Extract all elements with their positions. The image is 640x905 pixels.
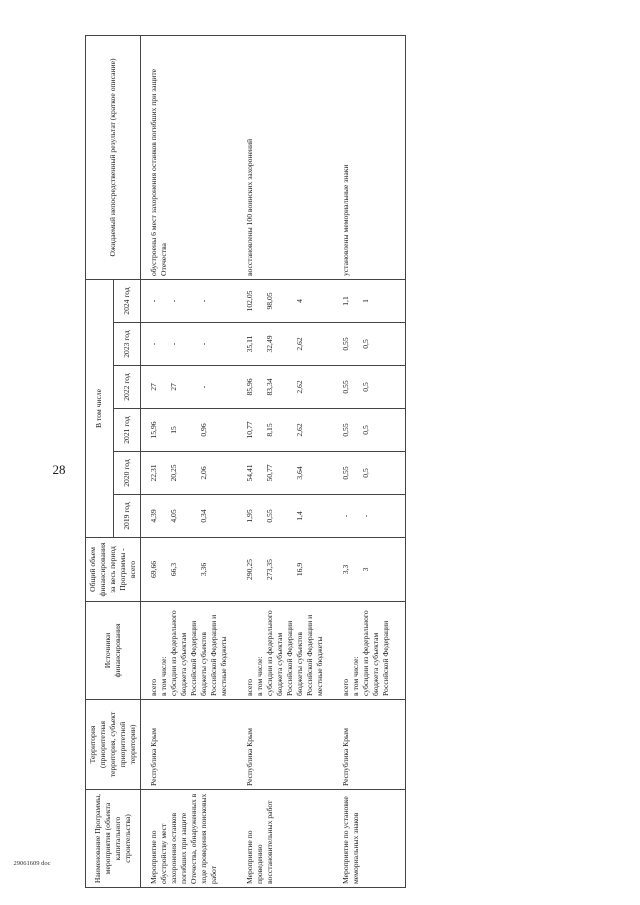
total-value: 3,3 <box>341 564 351 575</box>
year-value <box>159 412 169 448</box>
year-value <box>351 498 361 534</box>
sources-cell <box>243 602 339 700</box>
source-label: субсидии из федерального бюджета субъектам Российской Федерации <box>265 610 295 696</box>
header-year: 2022 год <box>113 366 141 409</box>
year-value: - <box>149 342 159 346</box>
page-number: 28 <box>52 462 66 477</box>
territory-cell: Республика Крым <box>243 700 339 790</box>
year-value: 22,31 <box>149 464 159 482</box>
total-value: 290,25 <box>245 559 255 580</box>
year-value <box>255 283 265 319</box>
year-value <box>255 498 265 534</box>
year-value: 1,4 <box>295 511 305 521</box>
year-value <box>159 283 169 319</box>
header-territory: Территория (приоритетная территория, субъект приоритетной территории) <box>86 700 141 790</box>
year-value: 20,25 <box>169 464 179 482</box>
total-cell <box>339 538 406 602</box>
year-value <box>255 455 265 491</box>
year-value-cell <box>141 323 244 366</box>
total-value <box>351 541 361 598</box>
year-value: - <box>199 299 209 303</box>
measure-name: Мероприятие по обустройству мест захоронения останков погибших при защите Отечества, обнаруженных в ходе проведения поисковых работ <box>141 790 244 888</box>
year-value: - <box>149 299 159 303</box>
year-value-cell <box>339 279 406 322</box>
year-value: 1,95 <box>245 509 255 523</box>
table-row <box>141 35 244 887</box>
header-total: Общий объем финансирования за весь период Программы - всего <box>86 538 141 602</box>
source-label: всего <box>341 678 351 696</box>
total-value: 3,36 <box>199 562 209 577</box>
year-value <box>351 369 361 405</box>
year-value: 0,55 <box>341 337 351 351</box>
total-value: 273,35 <box>265 559 275 580</box>
year-value <box>255 369 265 405</box>
row-spacer <box>391 605 403 696</box>
year-value: - <box>341 514 351 518</box>
year-value: 0,34 <box>199 509 209 523</box>
year-value: 10,77 <box>245 421 255 439</box>
year-value-cell <box>243 495 339 538</box>
source-label: всего <box>149 678 159 696</box>
year-value: 27 <box>149 383 159 391</box>
source-label: в том числе: <box>351 656 361 696</box>
year-value: - <box>361 514 371 518</box>
year-value: 1,1 <box>341 296 351 306</box>
sources-cell <box>339 602 406 700</box>
year-value <box>255 412 265 448</box>
year-value: 0,55 <box>341 466 351 480</box>
year-value: 27 <box>169 383 179 391</box>
year-value: 0,55 <box>265 509 275 523</box>
territory-cell: Республика Крым <box>141 700 244 790</box>
expected-result: восстановлены 100 воинских захоронений <box>243 35 339 279</box>
year-value: 4 <box>295 299 305 303</box>
source-label: в том числе: <box>159 656 169 696</box>
year-value <box>159 498 169 534</box>
source-label: субсидии из федерального бюджета субъектам Российской Федерации <box>169 610 199 696</box>
year-value: 2,06 <box>199 466 209 480</box>
year-value <box>255 326 265 362</box>
year-value <box>351 412 361 448</box>
year-value: 3,64 <box>295 466 305 480</box>
header-year: 2021 год <box>113 409 141 452</box>
year-value-cell <box>339 323 406 366</box>
sources-cell <box>141 602 244 700</box>
year-value: 54,41 <box>245 464 255 482</box>
row-spacer <box>229 605 241 696</box>
measure-name: Мероприятие по установке мемориальных знаков <box>339 790 406 888</box>
expected-result: обустроены 6 мест захоронения останков погибших при защите Отечества <box>141 35 244 279</box>
total-value: 3 <box>361 567 371 572</box>
year-value: 102,05 <box>245 290 255 312</box>
year-value-cell <box>141 279 244 322</box>
year-value: 15,96 <box>149 421 159 439</box>
year-value: 0,55 <box>341 423 351 437</box>
year-value-cell <box>141 495 244 538</box>
total-value <box>159 541 169 598</box>
header-in-that-number: В том числе <box>86 279 114 537</box>
year-value-cell <box>339 366 406 409</box>
table-row <box>339 35 406 887</box>
total-cell <box>243 538 339 602</box>
source-label: бюджеты субъектов Российской Федерации и местные бюджеты <box>199 614 229 696</box>
header-year: 2023 год <box>113 323 141 366</box>
header-result: Ожидаемый непосредственный результат (краткое описание) <box>86 35 141 279</box>
header-name: Наименование Программы, мероприятия (объекта капитального строительства) <box>86 790 141 888</box>
measure-name: Мероприятие по проведению восстановительных работ <box>243 790 339 888</box>
source-label: субсидии из федерального бюджета субъектам Российской Федерации <box>361 610 391 696</box>
expected-result: установлены мемориальные знаки <box>339 35 406 279</box>
rotated-financing-table <box>85 36 634 888</box>
financing-table <box>85 35 406 888</box>
year-value: 83,34 <box>265 378 275 396</box>
year-value-cell <box>141 409 244 452</box>
total-value: 69,66 <box>149 560 159 579</box>
year-value-cell <box>243 452 339 495</box>
document-footer-code: 29061609 doc <box>13 860 51 867</box>
source-label: в том числе: <box>255 656 265 696</box>
year-value-cell <box>243 279 339 322</box>
year-value: 0,5 <box>361 382 371 392</box>
year-value: 32,49 <box>265 335 275 353</box>
year-value: 85,96 <box>245 378 255 396</box>
year-value-cell <box>339 409 406 452</box>
year-value: - <box>199 342 209 346</box>
year-value-cell <box>243 409 339 452</box>
year-value: 0,5 <box>361 339 371 349</box>
year-value <box>351 283 361 319</box>
year-value: 2,62 <box>295 337 305 351</box>
year-value: 15 <box>169 426 179 434</box>
year-value: - <box>169 299 179 303</box>
total-cell <box>141 538 244 602</box>
source-label: бюджеты субъектов Российской Федерации и местные бюджеты <box>295 614 325 696</box>
year-value-cell <box>141 452 244 495</box>
header-year: 2020 год <box>113 452 141 495</box>
year-value <box>351 455 361 491</box>
year-value: 0,5 <box>361 425 371 435</box>
year-value: 1 <box>361 299 371 303</box>
year-value-cell <box>339 452 406 495</box>
year-value: 0,96 <box>199 423 209 437</box>
header-sources: Источники финансирования <box>86 602 141 700</box>
territory-cell: Республика Крым <box>339 700 406 790</box>
row-spacer <box>325 605 337 696</box>
year-value: - <box>199 385 209 389</box>
year-value: 35,11 <box>245 335 255 353</box>
year-value: 4,05 <box>169 509 179 523</box>
total-value: 66,3 <box>169 562 179 577</box>
year-value <box>159 326 169 362</box>
year-value: 50,77 <box>265 464 275 482</box>
year-value <box>351 326 361 362</box>
year-value: 0,5 <box>361 468 371 478</box>
year-value: 2,62 <box>295 423 305 437</box>
year-value: 98,05 <box>265 292 275 310</box>
year-value: 8,15 <box>265 423 275 437</box>
year-value-cell <box>339 495 406 538</box>
year-value-cell <box>141 366 244 409</box>
year-value: 2,62 <box>295 380 305 394</box>
header-year: 2024 год <box>113 279 141 322</box>
table-row <box>243 35 339 887</box>
header-year: 2019 год <box>113 495 141 538</box>
year-value: 0,55 <box>341 380 351 394</box>
total-value: 16,9 <box>295 562 305 577</box>
source-label: всего <box>245 678 255 696</box>
year-value: - <box>169 342 179 346</box>
year-value <box>159 455 169 491</box>
year-value <box>159 369 169 405</box>
total-value <box>255 541 265 598</box>
year-value-cell <box>243 366 339 409</box>
year-value: 4,39 <box>149 509 159 523</box>
year-value-cell <box>243 323 339 366</box>
